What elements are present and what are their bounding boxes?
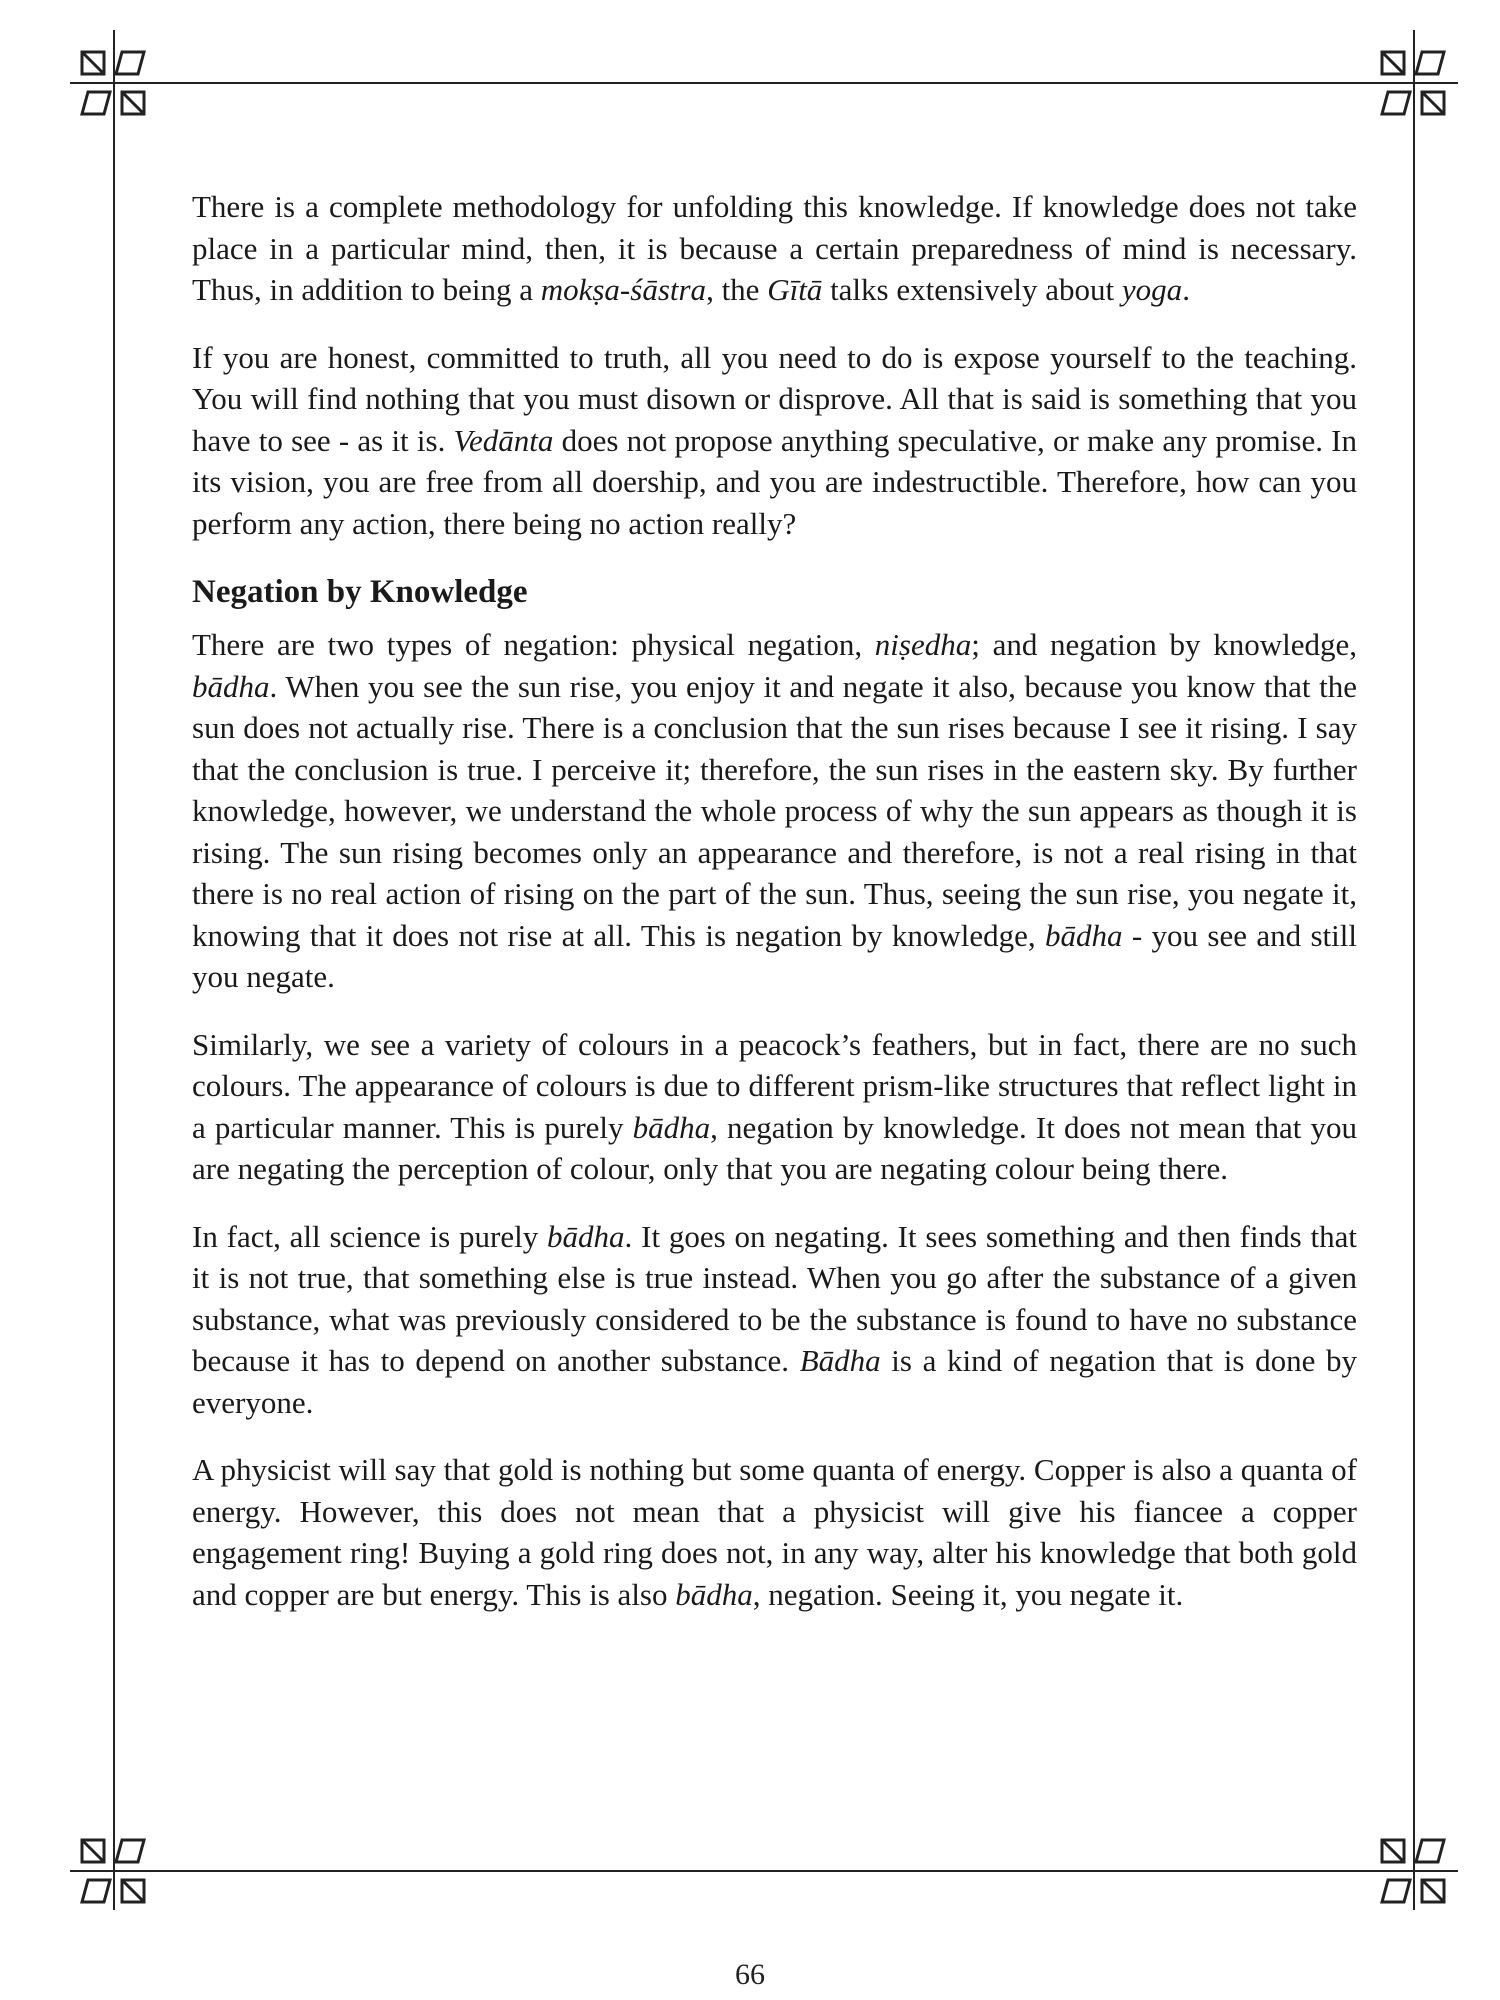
text-run: A physicist will say that gold is nothing but some quanta of energy. Copper is also a quanta of energy. However, this does not mean that a physicist will give his fiancee a copper engagement ring! Buying a gold ring does not, in any way, alter his knowledge that both gold and copper are but energy. This is also — [192, 1452, 1357, 1612]
italic-term: mokṣa-śāstra — [540, 272, 707, 307]
text-run: If you are honest, committed to truth, all you need to do is expose yourself to the teaching. You will find nothing that you must disown or disprove. All that is said is something that you have to see - as it is. — [192, 339, 1357, 458]
text-run: , negation by knowledge. It does not mean that you are negating the perception of colour, only that you are negating colour being there. — [192, 1109, 1357, 1186]
paragraph — [192, 1024, 1357, 1190]
page-body — [192, 186, 1357, 1641]
corner-ornament-bottom-right — [1368, 1826, 1458, 1916]
text-run: Similarly, we see a variety of colours in a peacock’s feathers, but in fact, there are no such colours. The appearance of colours is due to different prism-like structures that reflect light in a particular manner. This is purely — [192, 1026, 1357, 1145]
text-run: . — [1182, 272, 1190, 307]
paragraph — [192, 186, 1357, 311]
italic-term: bādha — [192, 668, 270, 704]
italic-term: Bādha — [799, 1343, 881, 1378]
text-run: . It goes on negating. It sees something and then finds that it is not true, that something else is true instead. When you go after the substance of a given substance, what was previously considered to be the substance is found to have no substance because it has to depend on another substance. — [192, 1218, 1357, 1378]
text-run: There is a complete methodology for unfolding this knowledge. If knowledge does not take place in a particular mind, then, it is because a certain preparedness of mind is necessary. Thus, in addition to being a — [192, 189, 1357, 307]
italic-term: Gītā — [767, 272, 823, 307]
text-run: ; and negation by knowledge, — [971, 627, 1357, 662]
corner-ornament-top-right — [1368, 38, 1458, 128]
paragraph — [192, 1216, 1357, 1424]
frame-right-rule — [1413, 30, 1415, 1910]
paragraph — [192, 624, 1357, 998]
frame-bottom-rule — [70, 1870, 1458, 1872]
text-run: is a kind of negation that is done by everyone. — [192, 1343, 1357, 1420]
italic-term: bādha — [632, 1109, 711, 1145]
italic-term: yoga — [1121, 272, 1183, 307]
text-run: talks extensively about — [822, 272, 1122, 307]
frame-top-rule — [70, 82, 1458, 84]
italic-term: niṣedha — [874, 627, 972, 662]
text-run: There are two types of negation: physical negation, — [192, 627, 875, 662]
italic-term: bādha — [675, 1576, 753, 1612]
paragraph — [192, 1449, 1357, 1615]
corner-ornament-bottom-left — [68, 1826, 158, 1916]
text-run: . When you see the sun rise, you enjoy it and negate it also, because you know that the sun does not actually rise. There is a conclusion that the sun rises because I see it rising. I say that the conclusion is true. I perceive it; therefore, the sun rises in the eastern sky. By further knowledge, however, we understand the whole process of why the sun appears as though it is rising. The sun rising becomes only an appearance and therefore, is not a real rising in that there is no real action of rising on the part of the sun. Thus, seeing the sun rise, you negate it, knowing that it does not rise at all. This is negation by knowledge, — [192, 668, 1357, 953]
italic-term: bādha — [1044, 917, 1123, 953]
paragraph — [192, 337, 1357, 545]
text-run: , negation. Seeing it, you negate it. — [752, 1576, 1184, 1612]
italic-term: Vedānta — [453, 422, 554, 458]
italic-term: bādha — [547, 1218, 625, 1254]
text-run: In fact, all science is purely — [192, 1218, 548, 1254]
page-number: 66 — [735, 1958, 765, 1991]
frame-left-rule — [113, 30, 115, 1910]
text-run: - you see and still you negate. — [192, 917, 1357, 994]
text-run: , the — [706, 272, 768, 307]
text-run: does not propose anything speculative, or make any promise. In its vision, you are free from all doership, and you are indestructible. Therefore, how can you perform any action, there being no action really? — [192, 422, 1357, 541]
section-heading: Negation by Knowledge — [192, 574, 528, 610]
corner-ornament-top-left — [68, 38, 158, 128]
